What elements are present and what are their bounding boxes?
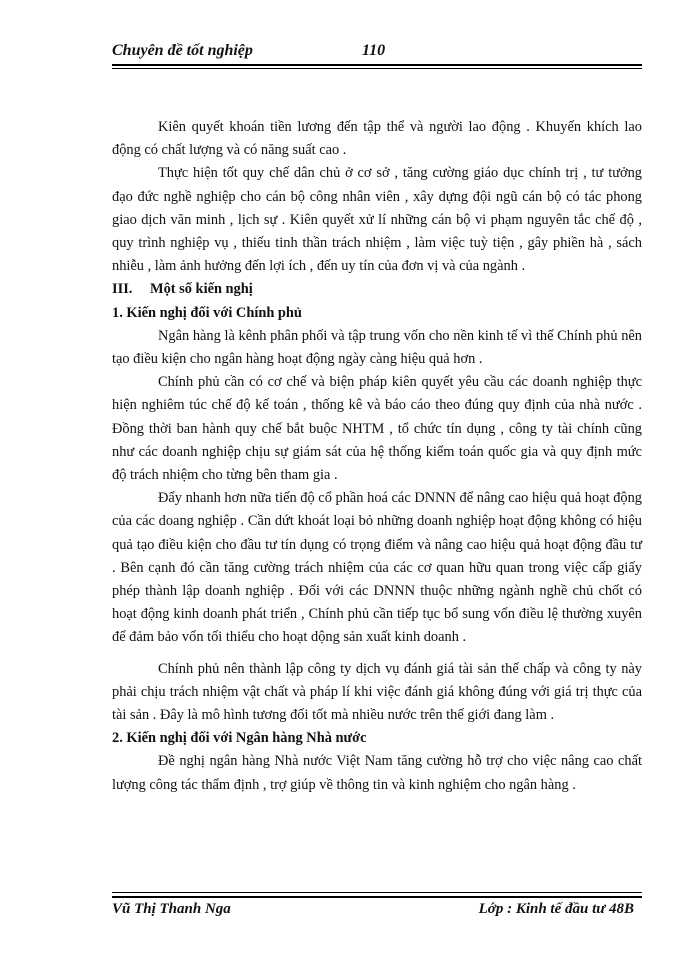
document-title: Chuyên đề tốt nghiệp xyxy=(112,42,253,59)
section-heading xyxy=(112,278,642,301)
footer-rule-thin xyxy=(112,892,642,893)
paragraph: Chính phủ nên thành lập công ty dịch vụ đánh giá tài sản thế chấp và công ty này phải chịu trách nhiệm vật chất và pháp lí khi việc đánh giá không đúng với giá trị thực của tài sản . Đây là mô hình tương đối tốt mà nhiều nước trên thế giới đang làm . xyxy=(112,660,642,724)
page-header xyxy=(112,42,586,64)
class-name: Lớp : Kinh tế đầu tư 48B xyxy=(478,901,634,917)
paragraph: Đẩy nhanh hơn nữa tiến độ cổ phần hoá các DNNN để nâng cao hiệu quả hoạt động của các doang nghiệp . Cần dứt khoát loại bỏ những doanh nghiệp hoạt động không có hiệu quả tạo điều kiện cho đầu tư tín dụng có trọng điểm và nâng cao hiệu quả hoạt động đầu tư . Bên cạnh đó cần tăng cường trách nhiệm của các cơ quan hữu quan trong việc cấp giấy phép thành lập doanh nghiệp . Đối với các DNNN thuộc những ngành nghề chủ chốt có hoạt động kinh doanh phát triển , Chính phủ cần tiếp tục bổ sung vốn điều lệ thường xuyên để đảm bảo vốn tối thiểu cho hoạt dộng sản xuất kinh doanh . xyxy=(112,490,642,646)
paragraph: Ngân hàng là kênh phân phối và tập trung vốn cho nền kinh tế vì thế Chính phủ nên tạo điều kiện cho ngân hàng hoạt động ngày càng hiệu quả hơn . xyxy=(112,327,642,368)
section-title: Một số kiến nghị xyxy=(150,281,253,298)
paragraph: Chính phủ cần có cơ chế và biện pháp kiên quyết yêu cầu các doanh nghiệp thực hiện nghiêm túc chế độ kế toán , thống kê và báo cáo theo đúng quy định của nhà nước . Đồng thời ban hành quy chế bắt buộc NHTM , tổ chức tín dụng , công ty tài chính cũng như các doanh nghiệp chịu sự giám sát của hệ thống kiểm toán quốc gia và quy định mức độ trách nhiệm cho từng bên tham gia . xyxy=(112,374,642,484)
subsection-heading: 2. Kiến nghị đối với Ngân hàng Nhà nước xyxy=(112,730,367,747)
paragraph: Đề nghị ngân hàng Nhà nước Việt Nam tăng cường hỗ trợ cho việc nâng cao chất lượng công tác thẩm định , trợ giúp về thông tin và kinh nghiệm cho ngân hàng . xyxy=(112,753,642,793)
page-number: 110 xyxy=(362,42,386,59)
page-body xyxy=(112,116,642,797)
header-rule-thin xyxy=(112,68,642,69)
subsection-heading: 1. Kiến nghị đối với Chính phủ xyxy=(112,304,302,321)
header-rule xyxy=(112,64,642,66)
page-footer xyxy=(112,901,642,923)
footer-rule xyxy=(112,896,642,898)
paragraph: Thực hiện tốt quy chế dân chủ ở cơ sở , tăng cường giáo dục chính trị , tư tưởng đạo đức nghề nghiệp cho cán bộ công nhân viên , xây dựng đội ngũ cán bộ có tác phong giao dịch văn minh , lịch sự . Kiên quyết xử lí những cán bộ vi phạm nguyên tắc chế độ , quy trình nghiệp vụ , thiếu tinh thần trách nhiệm , làm việc tuỳ tiện , gây phiền hà , sách nhiễu , làm ảnh hưởng đến lợi ích , đến uy tín của đơn vị và của ngành . xyxy=(112,165,642,275)
paragraph: Kiên quyết khoán tiền lương đến tập thể và người lao động . Khuyến khích lao động có chất lượng và có năng suất cao . xyxy=(112,119,642,159)
author-name: Vũ Thị Thanh Nga xyxy=(112,901,231,917)
section-number: III. xyxy=(112,281,133,298)
